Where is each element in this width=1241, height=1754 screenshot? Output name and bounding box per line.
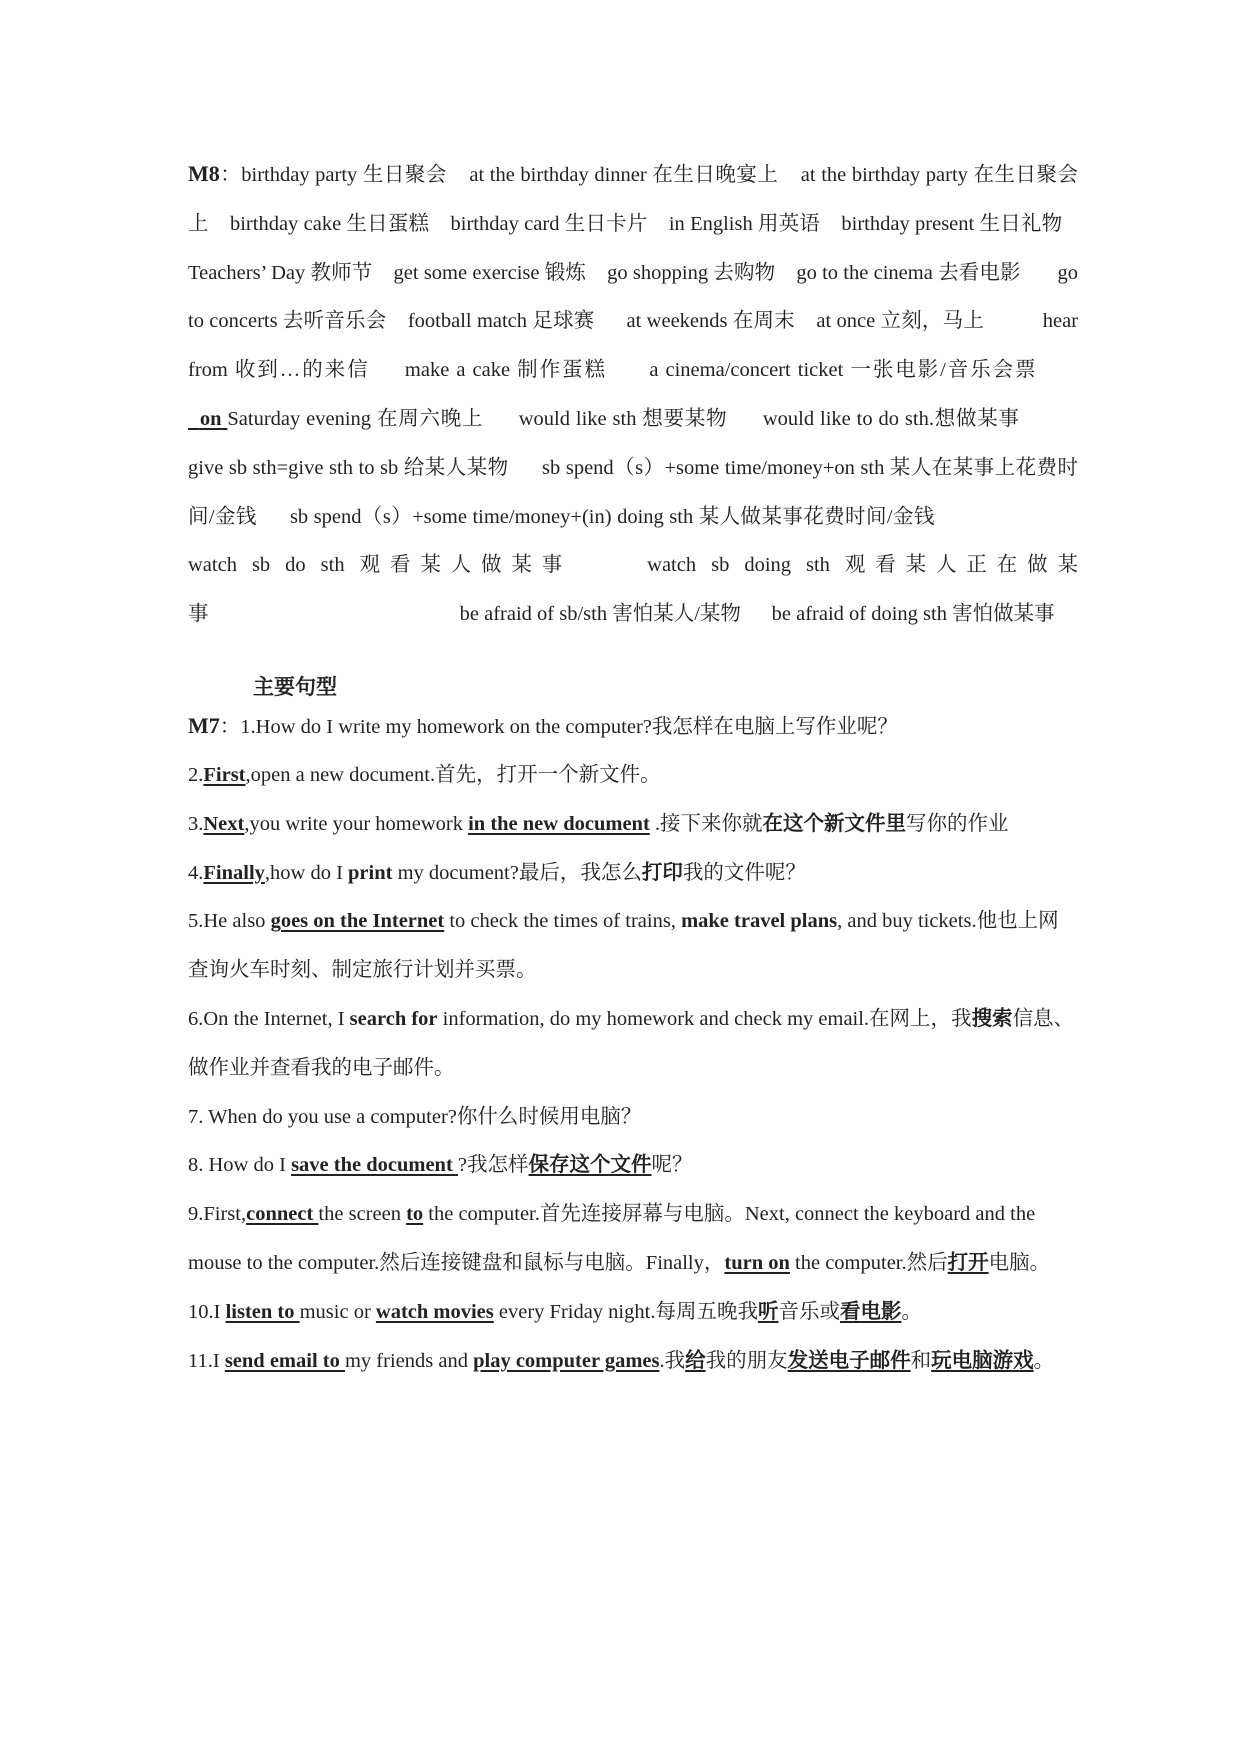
key-phrase: send email to [224,1349,345,1372]
text-run: music or [299,1300,376,1323]
vocab-item: make a cake 制作蛋糕 [404,359,607,382]
sentence-2 [188,751,1078,800]
text-run: 信息、做作业并查看我的电子邮件。 [188,1007,1075,1079]
key-phrase: Next [203,812,245,835]
key-phrase-cn: 打开 [947,1251,989,1274]
text-run: 。 [1033,1349,1055,1372]
sentence-3 [188,800,1078,849]
text-run: the computer.然后 [789,1251,948,1274]
text-run: 电脑。 [988,1251,1051,1274]
vocab-item: hear from 收到…的来信 [188,310,1079,382]
text-run: my document?最后，我怎么 [392,861,642,884]
sentence-1 [188,711,1078,742]
text-run: 写你的作业 [906,812,1009,835]
text-run: the screen [318,1203,407,1226]
text-run: ,how do I [264,861,349,884]
key-phrase: in the new document [468,812,650,835]
module-label: M8 [188,161,220,186]
vocab-item: be afraid of sb/sth 害怕某人/某物 [459,603,741,626]
key-phrase-cn: 搜索 [971,1007,1013,1030]
vocab-item: go to concerts 去听音乐会 [188,261,1078,333]
label-separator: ： [219,164,242,186]
key-phrase-cn: 给 [685,1349,706,1372]
vocab-item: go to the cinema 去看电影 [796,261,1021,284]
vocab-item: birthday card 生日卡片 [450,212,648,235]
vocab-item: watch sb do sth 观看某人做某事 [188,554,573,577]
key-phrase-cn: 打印 [641,861,683,884]
key-phrase-cn: 在这个新文件里 [762,812,907,835]
text-run: 3. [188,812,204,835]
key-phrase: listen to [225,1300,300,1323]
key-phrase: connect [246,1203,319,1226]
key-phrase: play computer games [473,1349,660,1372]
key-phrase-cn: 看电影 [839,1300,902,1323]
text-run: 4. [188,861,204,884]
vocab-item: would like to do sth.想做某事 [762,407,1020,430]
sentence-9 [188,1190,1078,1288]
sentence-list [188,711,1078,1385]
text-run: 6.On the Internet, I [188,1007,350,1030]
key-phrase: search for [349,1007,438,1030]
label-separator: ： [219,715,241,738]
on-blank [188,408,227,430]
sentence-4 [188,849,1078,898]
vocab-item: Saturday evening 在周六晚上 [227,407,484,430]
text-run: to check the times of trains, [444,910,682,933]
text-run: information, do my homework and check my email.在网上，我 [437,1007,972,1030]
sentence-6 [188,995,1078,1093]
sentence-8 [188,1141,1078,1190]
sentence-10 [188,1288,1078,1337]
text-run: 我的文件呢？ [682,861,806,884]
key-phrase: to [406,1203,424,1226]
text-run: 8. How do I [188,1154,292,1177]
text-run: , and buy tickets.他也上网查询火车时刻、制定旅行计划并买票。 [188,910,1059,982]
text-run: 。 [901,1300,922,1323]
vocab-item: give sb sth=give sth to sb 给某人某物 [188,456,509,479]
vocab-item: in English 用英语 [668,212,821,235]
vocab-item: at once 立刻，马上 [816,310,985,333]
module-label: M7 [188,712,220,738]
text-run: 2. [188,763,204,786]
vocab-item: be afraid of doing sth 害怕做某事 [771,603,1055,626]
text-run: 呢？ [651,1154,693,1177]
vocab-item: at the birthday party 在生日聚会上 [188,164,1078,235]
key-phrase-cn: 玩电脑游戏 [931,1349,1034,1372]
text-run: 9.First, [188,1203,247,1226]
text-run: my friends and [344,1349,474,1372]
text-run: .我 [659,1349,686,1372]
vocab-item: get some exercise 锻炼 [393,261,587,284]
text-run: 10.I [188,1300,226,1323]
key-phrase: First [203,763,246,786]
vocab-item: football match 足球赛 [407,310,595,333]
sentence-11 [188,1337,1078,1386]
sentence-text: 7. When do you use a computer?你什么时候用电脑？ [188,1105,642,1128]
key-phrase-cn: 保存这个文件 [528,1154,652,1177]
vocab-item: go shopping 去购物 [607,261,776,284]
vocab-item: birthday party 生日聚会 [241,164,447,186]
sentence-text: 1.How do I write my homework on the computer?我怎样在电脑上写作业呢？ [240,715,898,738]
key-phrase-cn: 听 [757,1300,779,1323]
vocab-item: sb spend（s）+some time/money+(in) doing sth 某人做某事花费时间/金钱 [289,505,935,528]
text-run: 我的朋友 [705,1349,788,1372]
on-blank-text: on [199,407,222,430]
text-run: 11.I [188,1349,225,1372]
vocab-item: would like sth 想要某物 [518,407,728,430]
key-phrase: turn on [724,1251,790,1274]
sentence-5 [188,897,1078,995]
vocab-item: a cinema/concert ticket 一张电影/音乐会票 [649,359,1038,382]
key-phrase: goes on the Internet [270,910,445,933]
section-heading: 主要句型 [253,674,337,699]
text-run: ,you write your homework [244,812,469,835]
text-run: the computer.首先连接屏幕与电脑。Next, connect the keyboard and the mouse to the computer.然后连接键盘和鼠标与电脑。Finally， [188,1203,1036,1274]
sentence-7 [188,1093,1078,1142]
text-run: 和 [910,1349,932,1372]
text-run: ,open a new document.首先，打开一个新文件。 [245,763,661,786]
document-page [188,150,1078,1385]
vocab-item: at weekends 在周末 [626,310,795,333]
vocab-item: birthday present 生日礼物 [841,212,1063,235]
key-phrase: make travel plans [681,910,838,933]
text-run: 音乐或 [778,1300,840,1323]
vocab-item: Teachers’ Day 教师节 [188,261,373,284]
key-phrase: print [348,861,393,884]
vocab-item: watch sb doing sth 观看某人正在做某事 [188,554,1079,626]
vocab-item: at the birthday dinner 在生日晚宴上 [469,164,779,186]
vocab-item: birthday cake 生日蛋糕 [229,212,430,235]
vocab-paragraph [188,150,1078,639]
text-run: .接下来你就 [649,812,763,835]
text-run: 5.He also [188,910,271,933]
key-phrase-cn: 发送电子邮件 [787,1349,911,1372]
vocab-item: sb spend（s）+some time/money+on sth 某人在某事上花费时间/金钱 [188,456,1079,528]
key-phrase: Finally [203,861,265,884]
text-run: every Friday night.每周五晚我 [493,1300,758,1323]
key-phrase: save the document [291,1154,458,1177]
key-phrase: watch movies [375,1300,494,1323]
text-run: ?我怎样 [457,1154,529,1177]
